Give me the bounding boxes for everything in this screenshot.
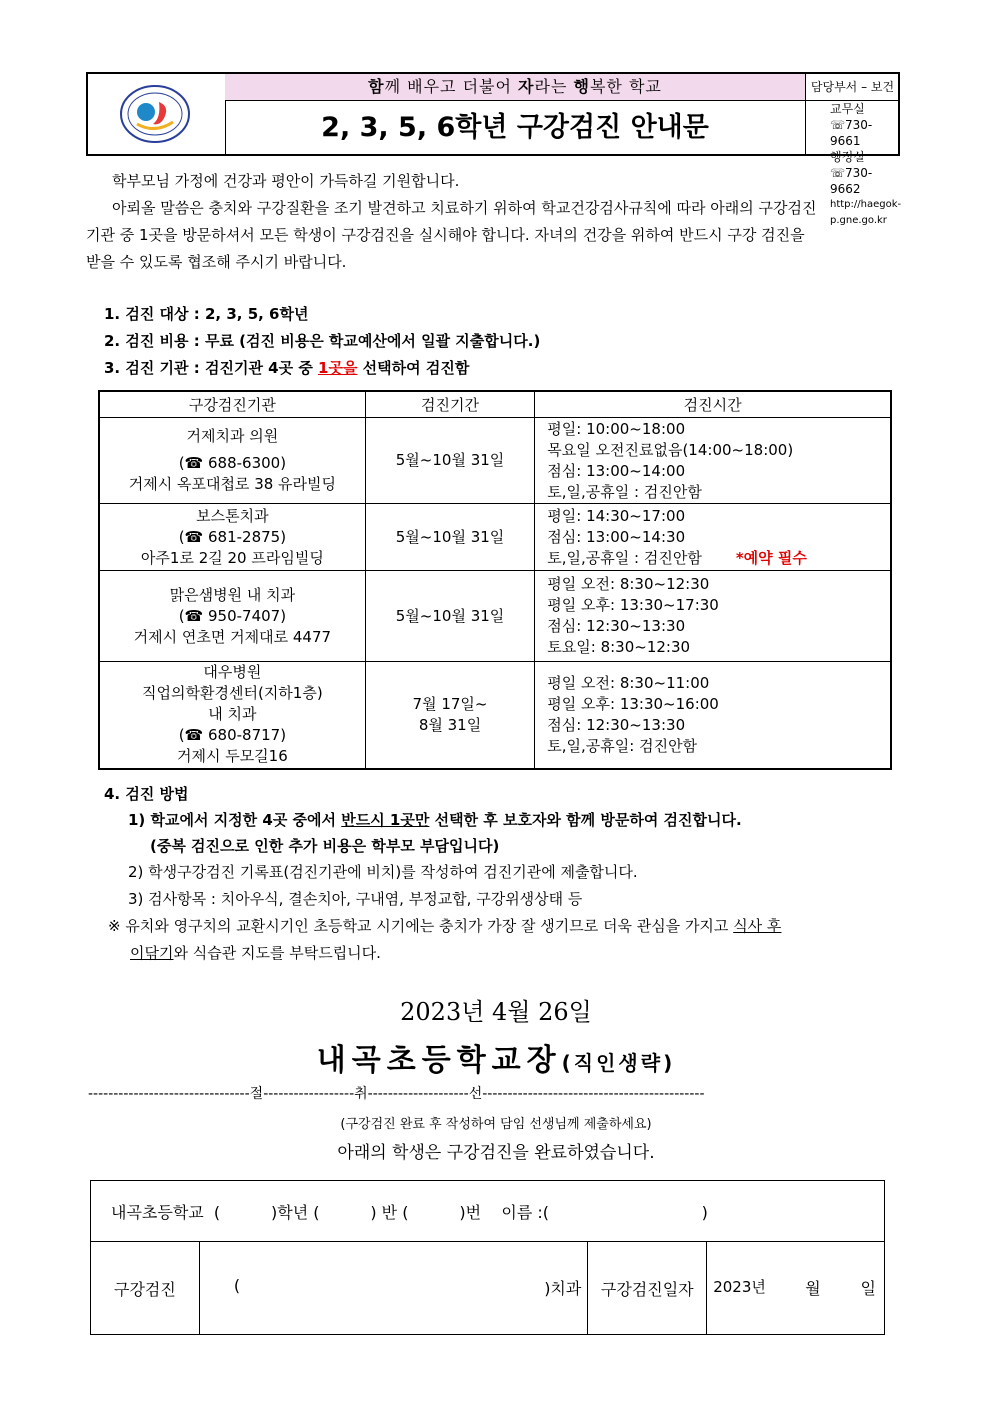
institution-cell: [99, 571, 365, 662]
hours-line: 점심: 12:30~13:30: [547, 617, 686, 635]
reservation-note: *예약 필수: [735, 548, 807, 567]
form-row-exam: [91, 1242, 885, 1335]
date-year: 2023년: [713, 1278, 766, 1296]
hours-line: 토,일,공휴일 : 검진안함: [547, 482, 702, 501]
method-note: [108, 913, 781, 939]
table-row: [99, 418, 891, 504]
table-row: [99, 504, 891, 571]
institution-phone: (☎ 681-2875): [178, 527, 287, 546]
phone-admin: 행정실 ☏730-9662: [830, 150, 873, 196]
method-step-1: [128, 807, 742, 833]
school-logo-cell: [88, 74, 226, 154]
institution-name: 맑은샘병원 내 치과: [169, 585, 296, 604]
hours-cell: [535, 504, 891, 571]
intro-line: 기관 중 1곳을 방문하셔서 모든 학생이 구강검진을 실시해야 합니다. 자녀의 건강을 위하여 반드시 구강 검진을: [86, 226, 805, 244]
intro-line: 아뢰올 말씀은 충치와 구강질환을 조기 발견하고 치료하기 위하여 학교건강검사규칙에 따라 아래의 구강검진: [112, 199, 817, 217]
principal-name: 내곡초등학교장: [316, 1043, 562, 1078]
period-cell: 5월~10월 31일: [365, 418, 535, 504]
institution-address: 거제시 옥포대첩로 38 유라빌딩: [128, 475, 337, 493]
hours-line: 목요일 오전진료없음(14:00~18:00): [547, 440, 794, 459]
intro-line: 받을 수 있도록 협조해 주시기 바랍니다.: [86, 253, 347, 271]
note-text: ※ 유치와 영구치의 교환시기인 초등학교 시기에는 충치가 가장 잘 생기므로 더욱 관심을 가지고: [108, 917, 734, 935]
school-slogan: [225, 74, 805, 101]
exam-date-label: 구강검진일자: [588, 1242, 707, 1335]
institution-name: 보스톤치과: [196, 506, 269, 525]
institution-address: 거제시 연초면 거제대로 4477: [133, 627, 332, 646]
receipt-instruction: (구강검진 완료 후 작성하여 담임 선생님께 제출하세요): [340, 1117, 652, 1132]
period-cell: 5월~10월 31일: [365, 571, 535, 662]
institution-address: 거제시 두모길16: [176, 747, 288, 766]
method-text: 선택한 후 보호자와 함께 방문하여 검진합니다.: [429, 811, 742, 829]
column-header: 검진시간: [535, 391, 891, 418]
school-url: http://haegok-p.gne.go.kr: [830, 199, 902, 226]
phone-office: 교무실 ☏730-9661: [830, 102, 873, 148]
hours-line: 평일 오전: 8:30~11:00: [547, 673, 710, 692]
issue-date: 2023년 4월 26일: [400, 998, 592, 1026]
principal-signature: [0, 1035, 992, 1079]
seal-omitted: (직인생략): [561, 1051, 676, 1075]
method-step-2: 2) 학생구강검진 기록표(검진기관에 비치)를 작성하여 검진기관에 제출합니다.: [128, 863, 638, 881]
hours-cell: [535, 662, 891, 769]
slogan-part: 함: [368, 77, 385, 96]
cut-char: 취: [354, 1086, 368, 1102]
method-note-cont: [130, 940, 381, 966]
form-row-student: [91, 1181, 885, 1242]
clinic-name-field[interactable]: [199, 1242, 587, 1335]
hours-line: 점심: 13:00~14:00: [547, 461, 686, 480]
item-emphasis: 1곳을: [318, 359, 358, 377]
institution-cell: [99, 418, 365, 504]
slogan-part: 라는: [534, 77, 574, 96]
document-title: 2, 3, 5, 6학년 구강검진 안내문: [321, 112, 709, 143]
hours-line: 점심: 12:30~13:30: [547, 715, 686, 734]
hours-cell: [535, 418, 891, 504]
institution-phone: (☎ 688-6300): [178, 454, 287, 472]
method-text: 1) 학교에서 지정한 4곳 중에서: [128, 811, 342, 829]
hours-line: [547, 548, 890, 569]
receipt-title: 아래의 학생은 구강검진을 완료하였습니다.: [337, 1143, 655, 1163]
item-institution: [104, 355, 469, 381]
exam-date-field[interactable]: [707, 1242, 885, 1335]
cut-char: 절: [249, 1086, 264, 1102]
student-info-field[interactable]: 내곡초등학교 ( )학년 ( ) 반 ( )번 이름 :( ): [91, 1181, 885, 1242]
receipt-form: [90, 1180, 885, 1335]
institution-name: 대우병원: [203, 663, 262, 682]
institution-dept: 직업의학환경센터(지하1층): [142, 684, 323, 703]
column-header: 검진기간: [365, 391, 535, 418]
item-text: 선택하여 검진함: [357, 359, 470, 377]
institution-phone: (☎ 680-8717): [178, 726, 287, 745]
item-text: 3. 검진 기관 : 검진기관 4곳 중: [104, 359, 319, 377]
hours-line: 토,일,공휴일: 검진안함: [547, 736, 698, 755]
exam-label: 구강검진: [91, 1242, 200, 1335]
school-logo-icon: [119, 84, 191, 144]
method-title: 4. 검진 방법: [104, 785, 189, 803]
schedule-table: [98, 390, 892, 770]
date-day: 일: [860, 1279, 876, 1298]
hours-line: 점심: 13:00~14:30: [547, 527, 686, 546]
table-row: [99, 662, 891, 769]
slogan-part: 복한 학교: [589, 77, 662, 96]
institution-address: 아주1로 2길 20 프라임빌딩: [140, 548, 324, 567]
method-step-3: 3) 검사항목 : 치아우식, 결손치아, 구내염, 부정교합, 구강위생상태 등: [128, 890, 583, 908]
institution-phone: (☎ 950-7407): [178, 606, 287, 625]
slogan-part: 행: [573, 77, 590, 96]
item-target: 1. 검진 대상 : 2, 3, 5, 6학년: [104, 305, 309, 323]
cut-line: --------------------------------절------------------취--------------------선--------------------------------------------: [88, 1086, 705, 1102]
slogan-part: 께 배우고 더불어: [384, 77, 519, 96]
table-header-row: [99, 391, 891, 418]
method-step-1-note: (중복 검진으로 인한 추가 비용은 학부모 부담입니다): [150, 837, 500, 855]
period-line: 8월 31일: [418, 715, 482, 734]
hours-line: 평일 오전: 8:30~12:30: [547, 575, 710, 593]
period-line: 7월 17일~: [412, 694, 488, 713]
note-emphasis: 식사 후: [733, 917, 782, 935]
hours-line: 평일 오후: 13:30~17:30: [547, 596, 719, 614]
item-cost: 2. 검진 비용 : 무료 (검진 비용은 학교예산에서 일괄 지출합니다.): [104, 332, 541, 350]
hours-text: 토,일,공휴일 : 검진안함: [547, 548, 702, 567]
institution-name: 거제치과 의원: [186, 427, 279, 445]
column-header: 구강검진기관: [99, 391, 365, 418]
department-label: 담당부서 – 보건: [805, 74, 899, 101]
hours-line: 평일: 10:00~18:00: [547, 419, 686, 438]
institution-sub: 내 치과: [208, 705, 257, 724]
period-cell: 5월~10월 31일: [365, 504, 535, 571]
table-row: [99, 571, 891, 662]
note-emphasis: 이닦기: [130, 944, 174, 962]
date-month: 월: [805, 1279, 821, 1298]
hours-line: 토요일: 8:30~12:30: [547, 638, 691, 656]
clinic-open-paren: (: [233, 1276, 241, 1295]
institution-cell: [99, 504, 365, 571]
cut-char: 선: [468, 1086, 483, 1102]
note-text: 와 식습관 지도를 부탁드립니다.: [173, 944, 381, 962]
period-cell: [365, 662, 535, 769]
method-emphasis: 반드시 1곳만: [341, 811, 430, 829]
hours-line: 평일: 14:30~17:00: [547, 506, 686, 525]
slogan-part: 자: [518, 77, 535, 96]
contact-info: [805, 101, 902, 226]
hours-cell: [535, 571, 891, 662]
institution-cell: [99, 662, 365, 769]
clinic-suffix: )치과: [544, 1279, 582, 1298]
hours-line: 평일 오후: 13:30~16:00: [547, 694, 719, 713]
intro-line: 학부모님 가정에 건강과 평안이 가득하길 기원합니다.: [112, 172, 460, 190]
